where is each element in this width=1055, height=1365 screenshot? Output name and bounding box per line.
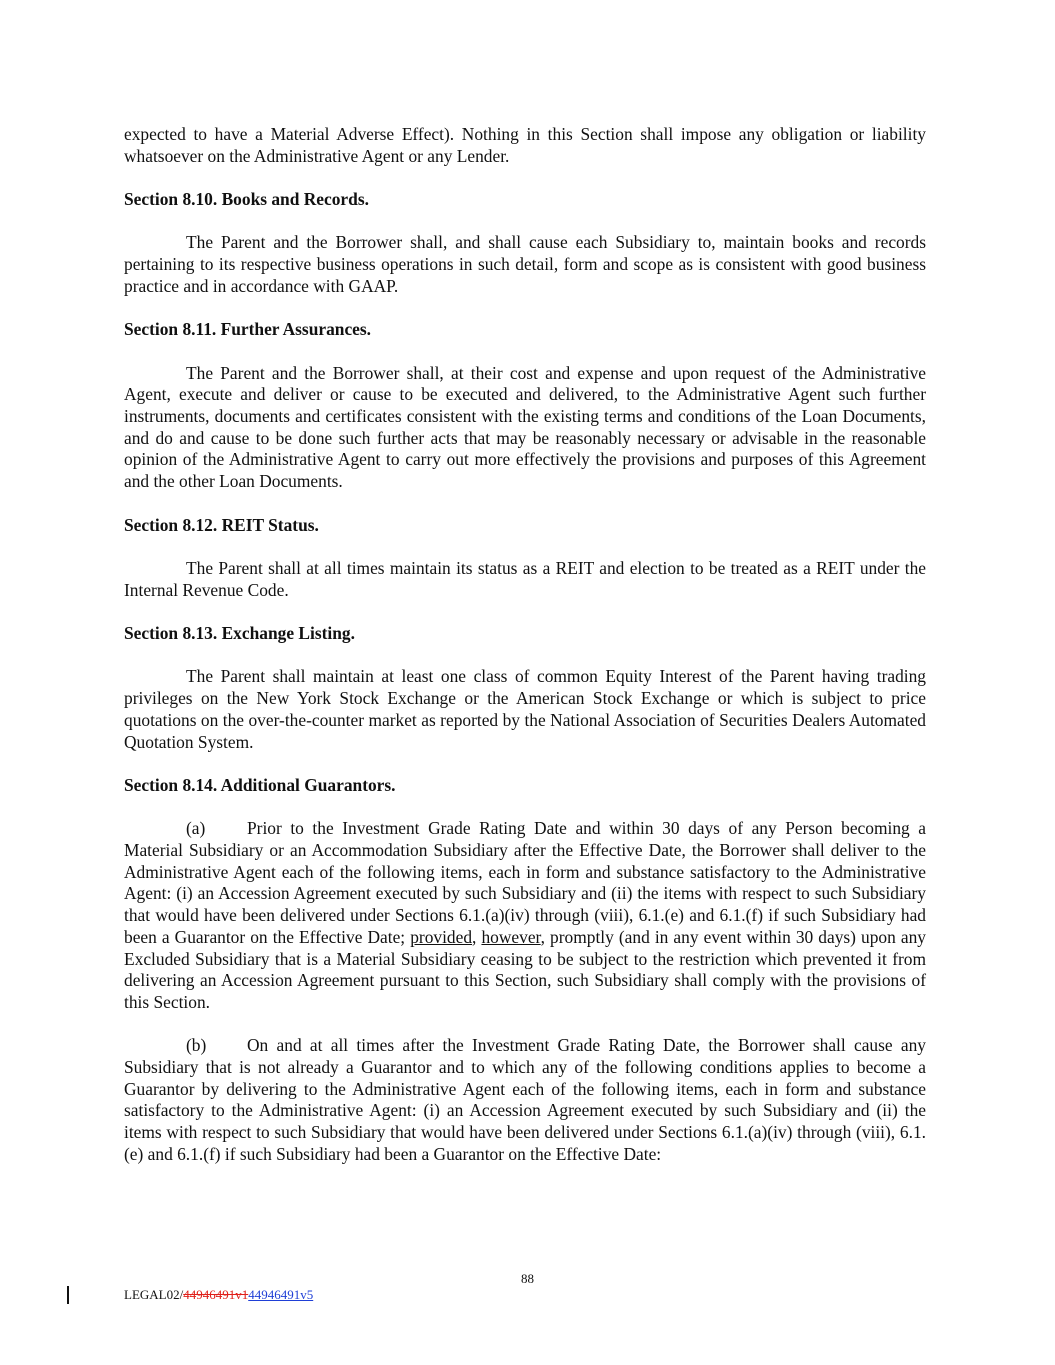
section-8-14-heading: Section 8.14. Additional Guarantors. xyxy=(124,774,396,795)
however-term: however xyxy=(481,926,541,947)
page-number: 88 xyxy=(521,1271,534,1286)
clause-a-text-2: , promptly (and in any event within 30 days) upon any Excluded Subsidiary that is a Material Subsidiary ceasing to be subject to the restriction which prevented it from delivering an Accession Agreement pursuant to this Section, such Subsidiary shall comply with the provisions of this Section. xyxy=(124,926,926,1012)
clause-b-text: On and at all times after the Investment Grade Rating Date, the Borrower shall cause any Subsidiary that is not already a Guarantor and to which any of the following conditions applies to become a Guarantor by delivering to the Administrative Agent each of the following items, each in form and substance satisfactory to the Administrative Agent: (i) an Accession Agreement executed by such Subsidiary and (ii) the items with respect to such Subsidiary that would have been delivered under Sections 6.1.(a)(iv) through (viii), 6.1.(e) and 6.1.(f) if such Subsidiary had been a Guarantor on the Effective Date: xyxy=(124,1035,926,1164)
clause-a-text-1: Prior to the Investment Grade Rating Date and within 30 days of any Person becoming a Material Subsidiary or an Accommodation Subsidiary after the Effective Date, the Borrower shall deliver to the Administrative Agent each of the following items, each in form and substance satisfactory to the Administrative Agent: (i) an Accession Agreement executed by such Subsidiary and (ii) the items with respect to such Subsidiary that would have been delivered under Sections 6.1.(a)(iv) through (viii), 6.1.(e) and 6.1.(f) if such Subsidiary had been a Guarantor on the Effective Date; xyxy=(124,818,926,947)
section-8-12-heading: Section 8.12. REIT Status. xyxy=(124,514,319,535)
doc-id-inserted: 44946491v5 xyxy=(248,1287,314,1302)
section-8-10-heading: Section 8.10. Books and Records. xyxy=(124,189,369,210)
section-8-13-body: The Parent shall maintain at least one class of common Equity Interest of the Parent having trading privileges on the New York Stock Exchange or the American Stock Exchange or which is subject to price quotations on the over-the-counter market as reported by the National Association of Securities Dealers Automated Quotation System. xyxy=(124,666,926,752)
clause-a-comma: , xyxy=(472,926,482,947)
section-8-14-b xyxy=(124,1035,926,1165)
section-8-11-heading: Section 8.11. Further Assurances. xyxy=(124,319,372,340)
document-page xyxy=(124,124,926,1166)
document-id-footer xyxy=(124,1287,313,1303)
section-8-12-body: The Parent shall at all times maintain its status as a REIT and election to be treated as a REIT under the Internal Revenue Code. xyxy=(124,557,926,600)
doc-id-deleted: 44946491v1 xyxy=(183,1287,249,1302)
clause-b-label: (b) xyxy=(186,1035,207,1056)
change-bar xyxy=(67,1286,69,1304)
doc-id-prefix: LEGAL02/ xyxy=(124,1287,184,1302)
section-8-11-body: The Parent and the Borrower shall, at their cost and expense and upon request of the Administrative Agent, execute and deliver or cause to be executed and delivered, to the Administrative Agent such further instruments, documents and certificates consistent with the existing terms and conditions of the Loan Documents, and do and cause to be done such further acts that may be reasonably necessary or advisable in the reasonable opinion of the Administrative Agent to carry out more effectively the provisions and purposes of this Agreement and the other Loan Documents. xyxy=(124,362,926,492)
section-8-14-a xyxy=(124,818,926,1013)
intro-paragraph: expected to have a Material Adverse Effect). Nothing in this Section shall impose any obligation or liability whatsoever on the Administrative Agent or any Lender. xyxy=(124,124,926,166)
section-8-13-heading: Section 8.13. Exchange Listing. xyxy=(124,623,355,644)
section-8-10-body: The Parent and the Borrower shall, and shall cause each Subsidiary to, maintain books and records pertaining to its respective business operations in such detail, form and scope as is consistent with good business practice and in accordance with GAAP. xyxy=(124,232,926,296)
provided-term: provided xyxy=(410,926,473,947)
clause-a-label: (a) xyxy=(186,818,206,839)
